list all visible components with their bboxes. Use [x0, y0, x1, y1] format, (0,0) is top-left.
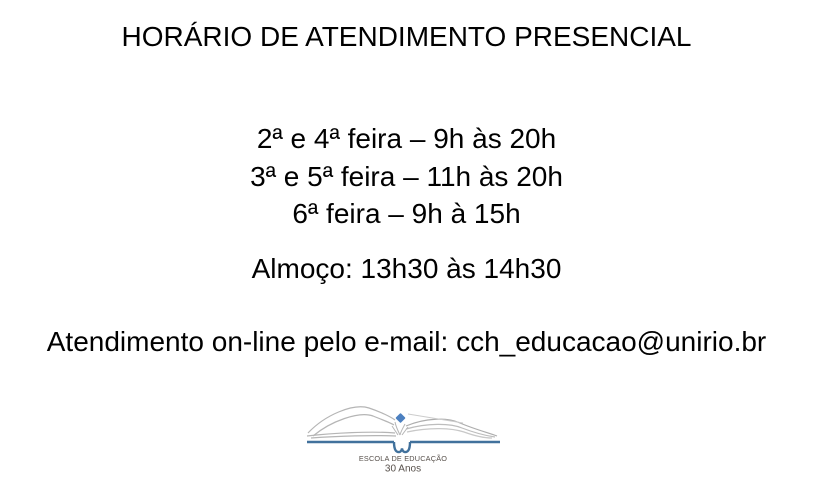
- schedule-block: [0, 120, 813, 233]
- online-service-email-line: Atendimento on-line pelo e-mail: cch_educacao@unirio.br: [46, 326, 767, 357]
- schedule-line-mon-wed: 2ª e 4ª feira – 9h às 20h: [256, 123, 557, 154]
- schedule-line-tue-thu: 3ª e 5ª feira – 11h às 20h: [250, 160, 563, 192]
- book-left-pages: [307, 407, 396, 438]
- schedule-line-fri: 6ª feira – 9h à 15h: [292, 198, 521, 229]
- page-title: HORÁRIO DE ATENDIMENTO PRESENCIAL: [121, 21, 692, 52]
- logo-anniversary: 30 Anos: [384, 463, 422, 475]
- logo-baseline: [307, 442, 500, 452]
- school-logo: [303, 395, 503, 475]
- diamond-icon: [395, 413, 405, 423]
- open-book-icon: [303, 395, 503, 475]
- logo-school-name: ESCOLA DE EDUCAÇÃO: [358, 454, 448, 463]
- book-right-pages: [406, 414, 497, 438]
- lunch-hours-line: Almoço: 13h30 às 14h30: [251, 253, 562, 284]
